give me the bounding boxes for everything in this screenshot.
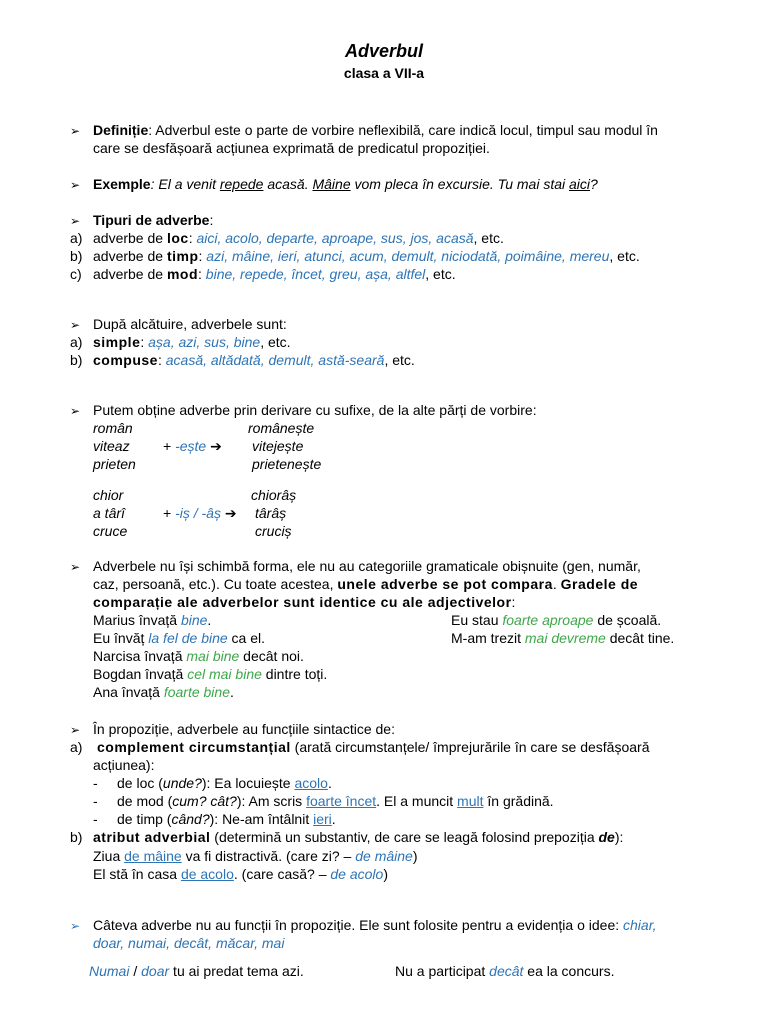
derivation-result: prietenește xyxy=(252,456,322,472)
arrow-right-icon: ➔ xyxy=(224,505,237,521)
bullet-arrow-icon: ➢ xyxy=(70,124,81,138)
comparison-example: Eu învăț la fel de bine ca el. xyxy=(93,630,266,646)
derivation-result: chiorâș xyxy=(251,487,297,503)
derivation-result: vitejește xyxy=(252,438,304,454)
comparison-example: Bogdan învață cel mai bine dintre toți. xyxy=(93,666,328,682)
derivation-result: cruciș xyxy=(255,523,292,539)
attribute-example: El stă în casa de acolo. (care casă? – de acolo) xyxy=(93,866,388,882)
no-function-example-right: Nu a participat decât ea la concurs. xyxy=(395,963,615,979)
dash: - xyxy=(93,811,98,827)
dash: - xyxy=(93,793,98,809)
type-item-mark: b) xyxy=(70,248,83,264)
derivation-base-word: chior xyxy=(93,487,124,503)
derivation-base-word: a târî xyxy=(93,505,125,521)
bullet-arrow-icon: ➢ xyxy=(70,318,81,332)
function-complement: complement circumstanțial (arată circumstanțele/ împrejurările în care se desfășoară xyxy=(97,739,650,755)
functions-intro: În propoziție, adverbele au funcțiile sintactice de: xyxy=(93,721,395,737)
function-attribute: atribut adverbial (determină un substantiv, de care se leagă folosind prepoziția de): xyxy=(93,829,624,845)
bullet-arrow-icon: ➢ xyxy=(70,723,81,737)
type-item-mark: a) xyxy=(70,230,83,246)
page-subtitle: clasa a VII-a xyxy=(343,65,425,81)
composition-item-simple: simple: așa, azi, sus, bine, etc. xyxy=(93,334,291,350)
derivation-base-word: român xyxy=(93,420,133,436)
arrow-right-icon: ➔ xyxy=(210,438,222,454)
comparison-line-1: Adverbele nu își schimbă forma, ele nu au categoriile gramaticale obișnuite (gen, număr, xyxy=(93,558,641,574)
derivation-result: târâș xyxy=(255,505,287,521)
type-item-mark: c) xyxy=(70,266,82,282)
comparison-line-2: caz, persoană, etc.). Cu toate acestea, unele adverbe se pot compara. Gradele de xyxy=(93,576,639,592)
composition-item-compuse: compuse: acasă, altădată, demult, astă-seară, etc. xyxy=(93,352,415,368)
attribute-example: Ziua de mâine va fi distractivă. (care zi? – de mâine) xyxy=(93,848,418,864)
definition-line-2: care se desfășoară acțiunea exprimată de predicatul propoziției. xyxy=(93,140,490,156)
derivation-suffix: + -ește ➔ xyxy=(163,438,222,454)
derivation-result: românește xyxy=(248,420,315,436)
function-sub-timp: de timp (când?): Ne-am întâlnit ieri. xyxy=(117,811,336,827)
type-item-timp: adverbe de timp: azi, mâine, ieri, atunci, acum, demult, niciodată, poimâine, mereu, etc. xyxy=(93,248,640,264)
comparison-example: Narcisa învață mai bine decât noi. xyxy=(93,648,304,664)
no-function-example-left: Numai / doar tu ai predat tema azi. xyxy=(89,963,304,979)
composition-intro: După alcătuire, adverbele sunt: xyxy=(93,316,287,332)
derivation-base-word: cruce xyxy=(93,523,128,539)
bullet-arrow-icon: ➢ xyxy=(70,404,81,418)
derivation-base-word: viteaz xyxy=(93,438,130,454)
definition-line-1: Definiție: Adverbul este o parte de vorbire neflexibilă, care indică locul, timpul sau modul în xyxy=(93,122,658,138)
comparison-example: Ana învață foarte bine. xyxy=(93,684,234,700)
bullet-arrow-icon: ➢ xyxy=(70,560,81,574)
type-item-loc: adverbe de loc: aici, acolo, departe, aproape, sus, jos, acasă, etc. xyxy=(93,230,504,246)
derivation-intro: Putem obține adverbe prin derivare cu sufixe, de la alte părți de vorbire: xyxy=(93,402,537,418)
bullet-arrow-icon: ➢ xyxy=(70,178,81,192)
functions-mark: b) xyxy=(70,829,83,845)
derivation-base-word: prieten xyxy=(93,456,136,472)
comparison-line-3: comparație ale adverbelor sunt identice cu ale adjectivelor: xyxy=(93,594,516,610)
comparison-example-right: M-am trezit mai devreme decât tine. xyxy=(451,630,675,646)
dash: - xyxy=(93,775,98,791)
examples-line: Exemple: El a venit repede acasă. Mâine vom pleca în excursie. Tu mai stai aici? xyxy=(93,176,598,192)
functions-mark: a) xyxy=(70,739,83,755)
function-sub-loc: de loc (unde?): Ea locuiește acolo. xyxy=(117,775,332,791)
composition-item-mark: a) xyxy=(70,334,83,350)
type-item-mod: adverbe de mod: bine, repede, încet, greu, așa, altfel, etc. xyxy=(93,266,456,282)
function-sub-mod: de mod (cum? cât?): Am scris foarte încet. El a muncit mult în grădină. xyxy=(117,793,554,809)
bullet-arrow-icon: ➢ xyxy=(70,919,81,933)
no-function-line-2: doar, numai, decât, măcar, mai xyxy=(93,935,285,951)
page-title: Adverbul xyxy=(344,41,423,61)
composition-item-mark: b) xyxy=(70,352,83,368)
no-function-line-1: Câteva adverbe nu au funcții în propoziție. Ele sunt folosite pentru a evidenția o idee: chiar, xyxy=(93,917,657,933)
comparison-example-right: Eu stau foarte aproape de școală. xyxy=(451,612,662,628)
derivation-suffix: + -iș / -âș ➔ xyxy=(163,505,237,521)
bullet-arrow-icon: ➢ xyxy=(70,214,81,228)
function-complement-cont: acțiunea): xyxy=(93,757,155,773)
types-heading: Tipuri de adverbe: xyxy=(93,212,214,228)
comparison-example: Marius învață bine. xyxy=(93,612,212,628)
